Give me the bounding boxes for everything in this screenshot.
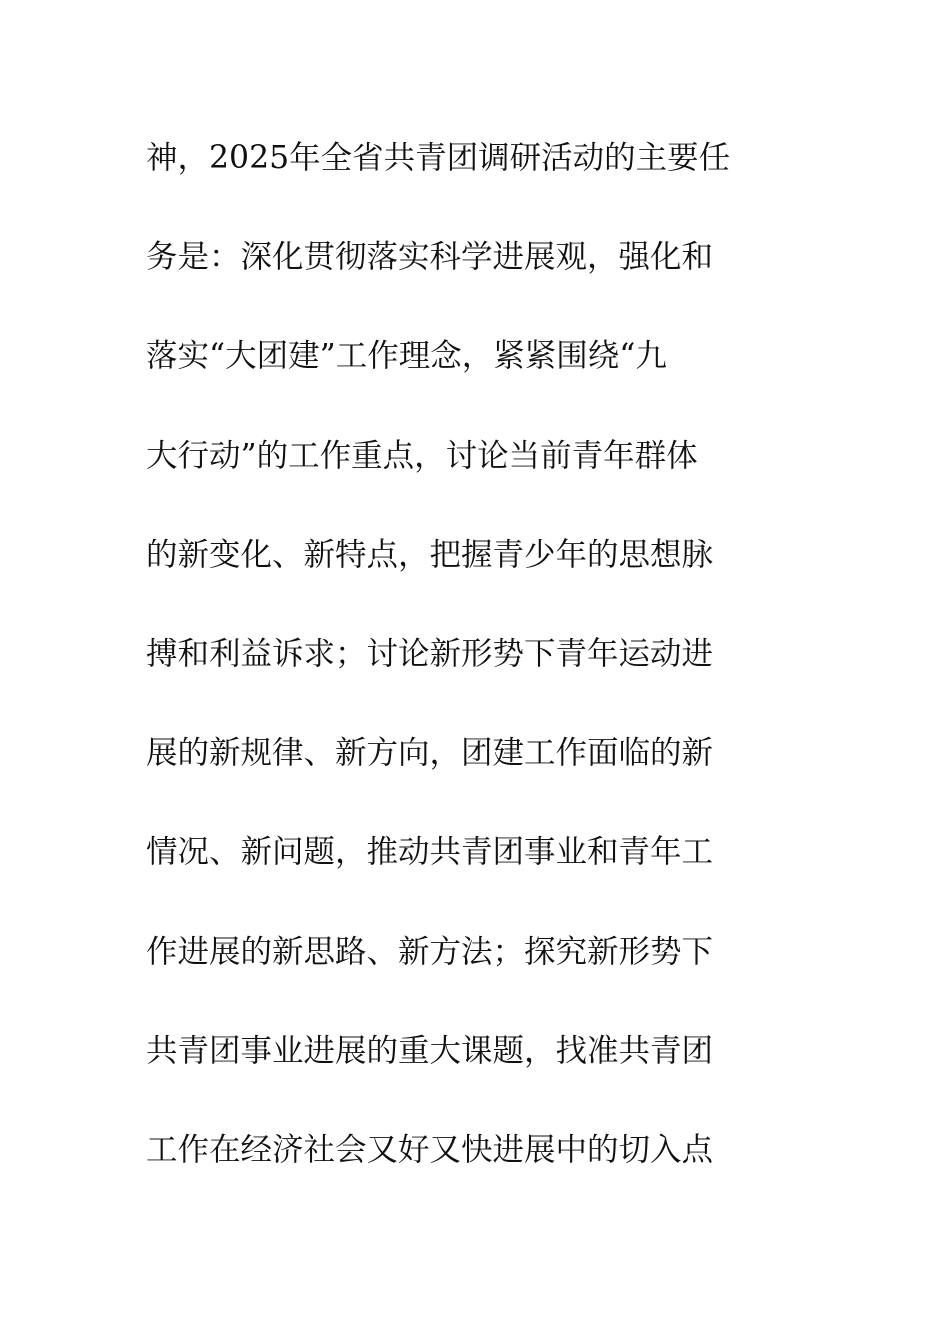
text-line-5: 的新变化、新特点，把握青少年的思想脉 xyxy=(146,536,714,573)
body-text xyxy=(146,128,806,1219)
text-line-3: 落实“大团建”工作理念，紧紧围绕“九 xyxy=(146,338,667,375)
text-line-6: 搏和利益诉求；讨论新形势下青年运动进 xyxy=(146,635,714,672)
text-line-11: 工作在经济社会又好又快进展中的切入点 xyxy=(146,1131,714,1168)
text-line-8: 情况、新问题，推动共青团事业和青年工 xyxy=(146,834,714,871)
text-line-9: 作进展的新思路、新方法；探究新形势下 xyxy=(146,933,714,970)
text-line-10: 共青团事业进展的重大课题，找准共青团 xyxy=(146,1032,714,1069)
text-line-2: 务是：深化贯彻落实科学进展观，强化和 xyxy=(146,239,714,276)
text-line-7: 展的新规律、新方向，团建工作面临的新 xyxy=(146,735,714,772)
text-line-1: 神，2025年全省共青团调研活动的主要任 xyxy=(146,140,731,176)
text-line-4: 大行动”的工作重点，讨论当前青年群体 xyxy=(146,437,698,474)
